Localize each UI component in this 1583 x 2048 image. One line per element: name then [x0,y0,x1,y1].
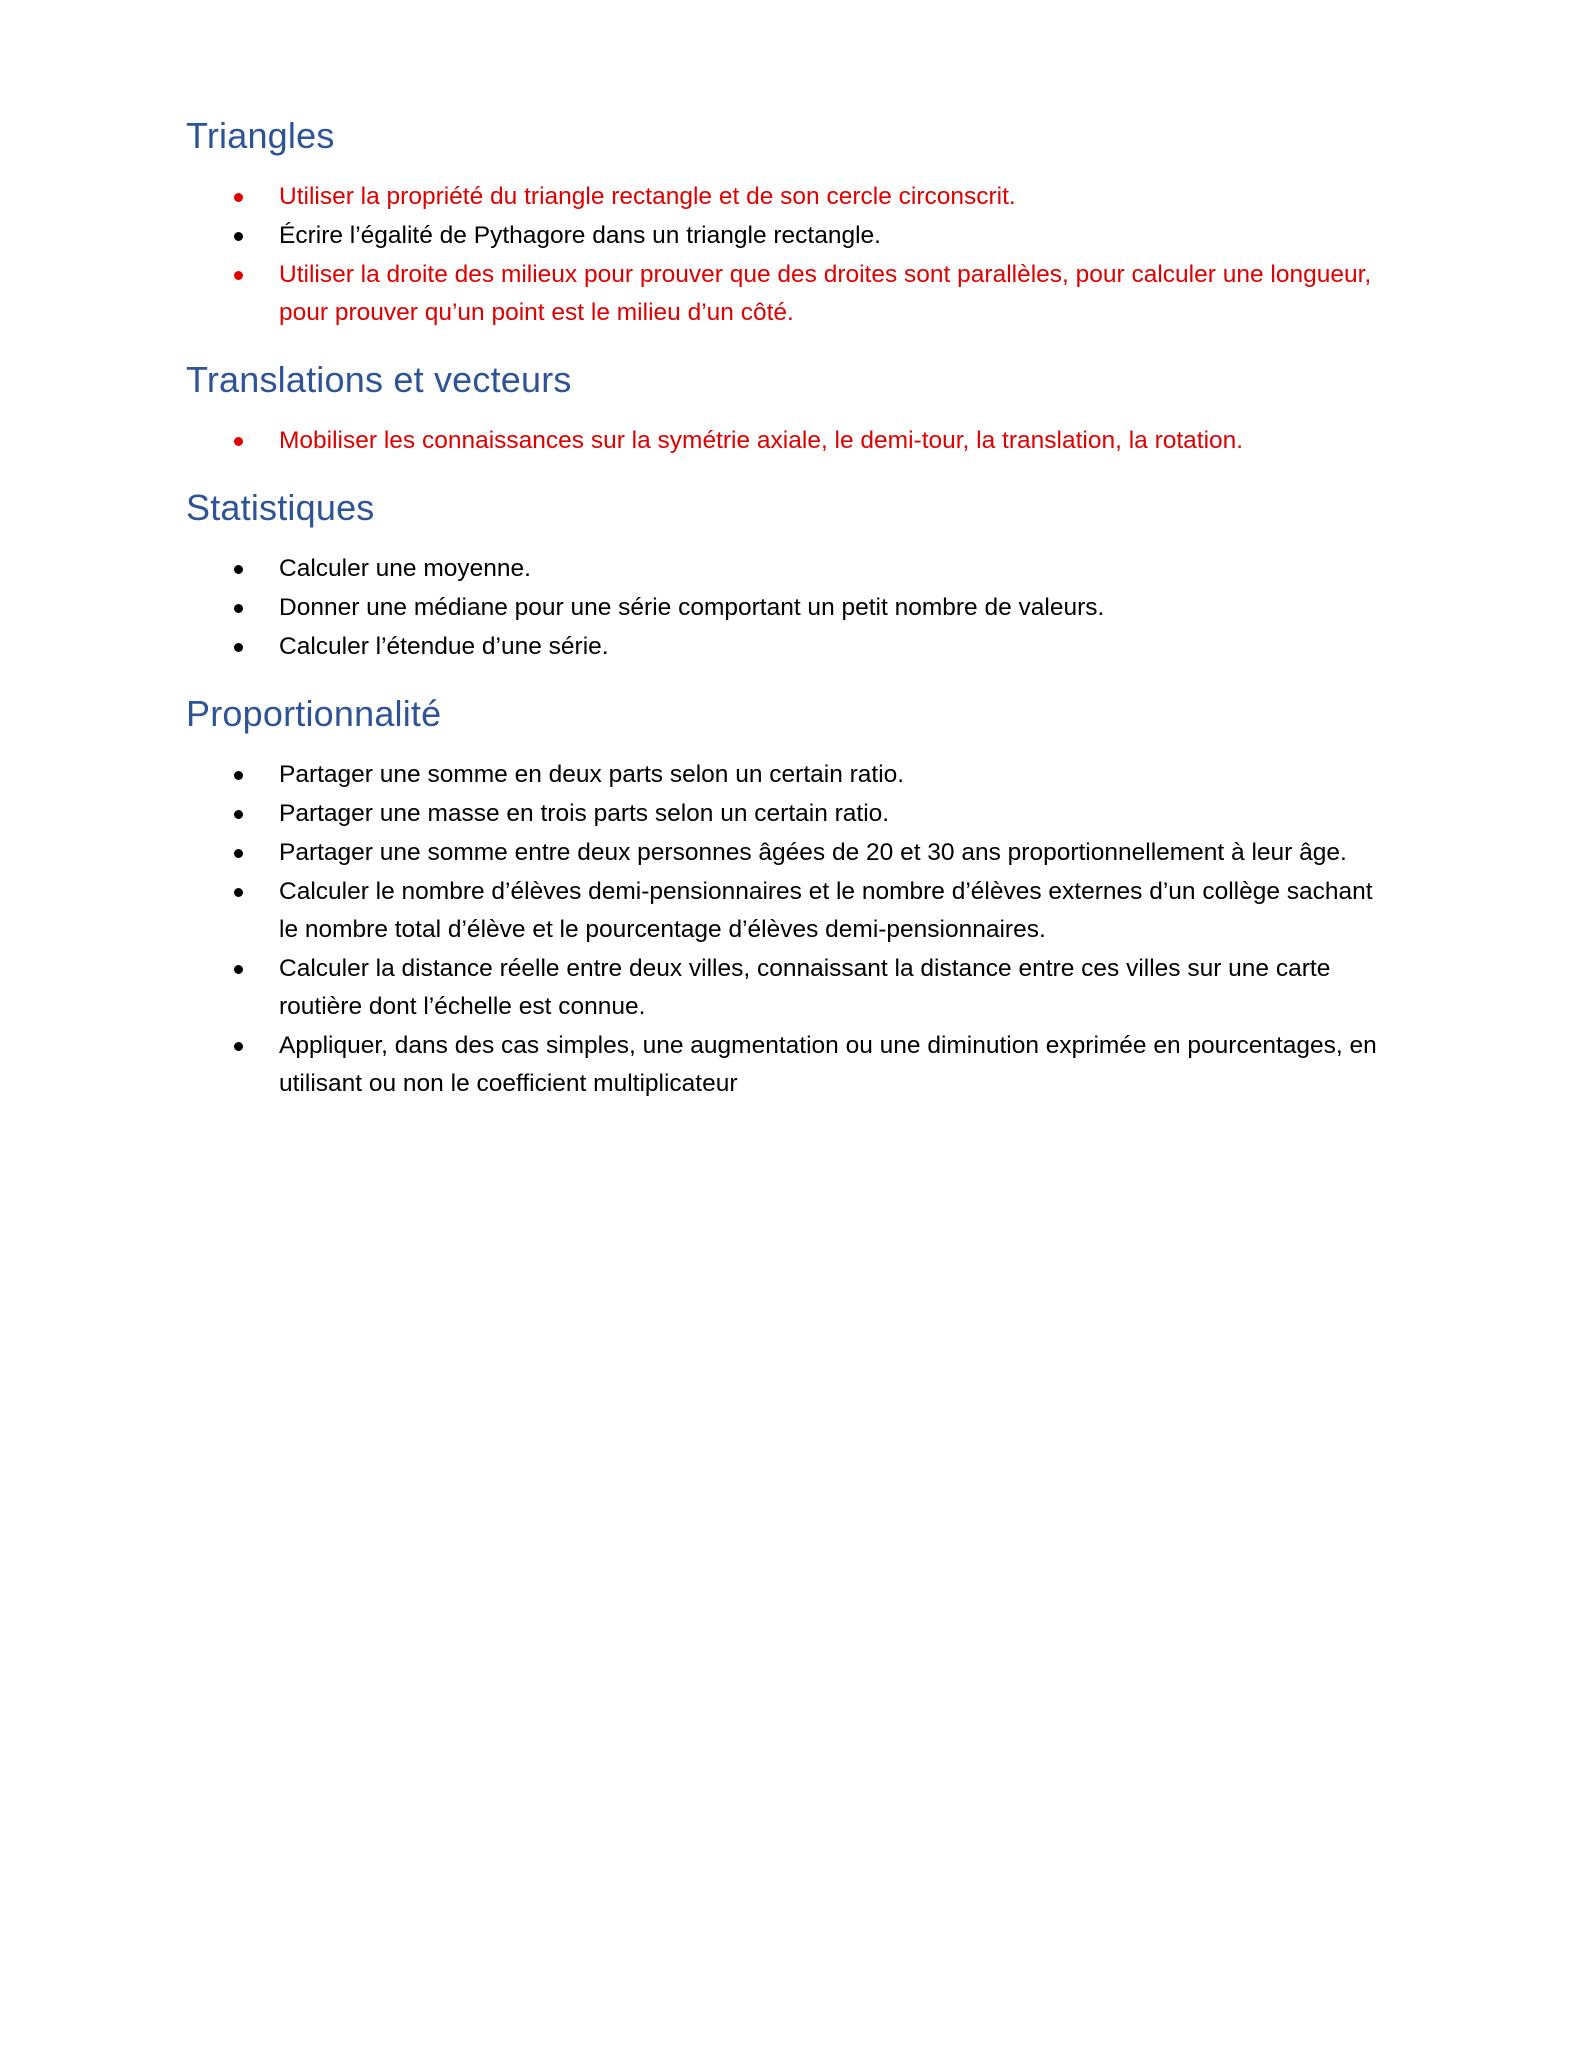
list-item [186,834,1389,872]
section-heading: Triangles [186,115,335,156]
section-proportionnalite [186,690,1386,1103]
list-item [186,589,1389,627]
list-item-text: Mobiliser les connaissances sur la symétrie axiale, le demi-tour, la translation, la rotation. [279,427,1244,454]
list-item-text: Calculer la distance réelle entre deux villes, connaissant la distance entre ces villes sur une carte routière dont l’échelle est connue. [279,955,1331,1020]
list-item-text: Calculer le nombre d’élèves demi-pensionnaires et le nombre d’élèves externes d’un collège sachant le nombre total d’élève et le pourcentage d’élèves demi-pensionnaires. [279,878,1373,943]
section-heading: Statistiques [186,487,375,528]
bullet-list [186,756,1386,1103]
list-item-text: Utiliser la propriété du triangle rectangle et de son cercle circonscrit. [279,183,1016,210]
document-content [186,112,1386,1127]
list-item [186,756,1389,794]
list-item [186,550,1389,588]
list-item [186,422,1389,460]
bullet-icon [234,193,243,202]
list-item [186,1027,1389,1103]
bullet-icon [234,271,243,280]
list-item-text: Partager une somme entre deux personnes âgées de 20 et 30 ans proportionnellement à leur âge. [279,839,1347,866]
section-heading: Proportionnalité [186,693,442,734]
bullet-icon [234,232,243,241]
list-item-text: Calculer une moyenne. [279,555,531,582]
bullet-icon [234,849,243,858]
list-item [186,628,1389,666]
list-item [186,256,1389,332]
section-translations [186,356,1386,460]
bullet-icon [234,810,243,819]
bullet-list [186,550,1386,666]
list-item [186,873,1389,949]
list-item [186,217,1389,255]
section-heading: Translations et vecteurs [186,359,572,400]
list-item-text: Appliquer, dans des cas simples, une augmentation ou une diminution exprimée en pourcentages, en utilisant ou non le coefficient multiplicateur [279,1032,1377,1097]
bullet-list [186,178,1386,332]
bullet-icon [234,604,243,613]
bullet-icon [234,1042,243,1051]
bullet-icon [234,565,243,574]
list-item-text: Partager une masse en trois parts selon un certain ratio. [279,800,890,827]
list-item-text: Donner une médiane pour une série comportant un petit nombre de valeurs. [279,594,1105,621]
bullet-icon [234,888,243,897]
section-statistiques [186,484,1386,666]
list-item [186,178,1389,216]
bullet-icon [234,643,243,652]
list-item-text: Calculer l’étendue d’une série. [279,633,609,660]
bullet-icon [234,771,243,780]
list-item-text: Partager une somme en deux parts selon un certain ratio. [279,761,905,788]
bullet-list [186,422,1386,460]
bullet-icon [234,965,243,974]
list-item [186,795,1389,833]
list-item-text: Utiliser la droite des milieux pour prouver que des droites sont parallèles, pour calculer une longueur, pour prouver qu’un point est le milieu d’un côté. [279,261,1372,326]
section-triangles [186,112,1386,332]
list-item [186,950,1389,1026]
list-item-text: Écrire l’égalité de Pythagore dans un triangle rectangle. [279,222,881,249]
bullet-icon [234,437,243,446]
